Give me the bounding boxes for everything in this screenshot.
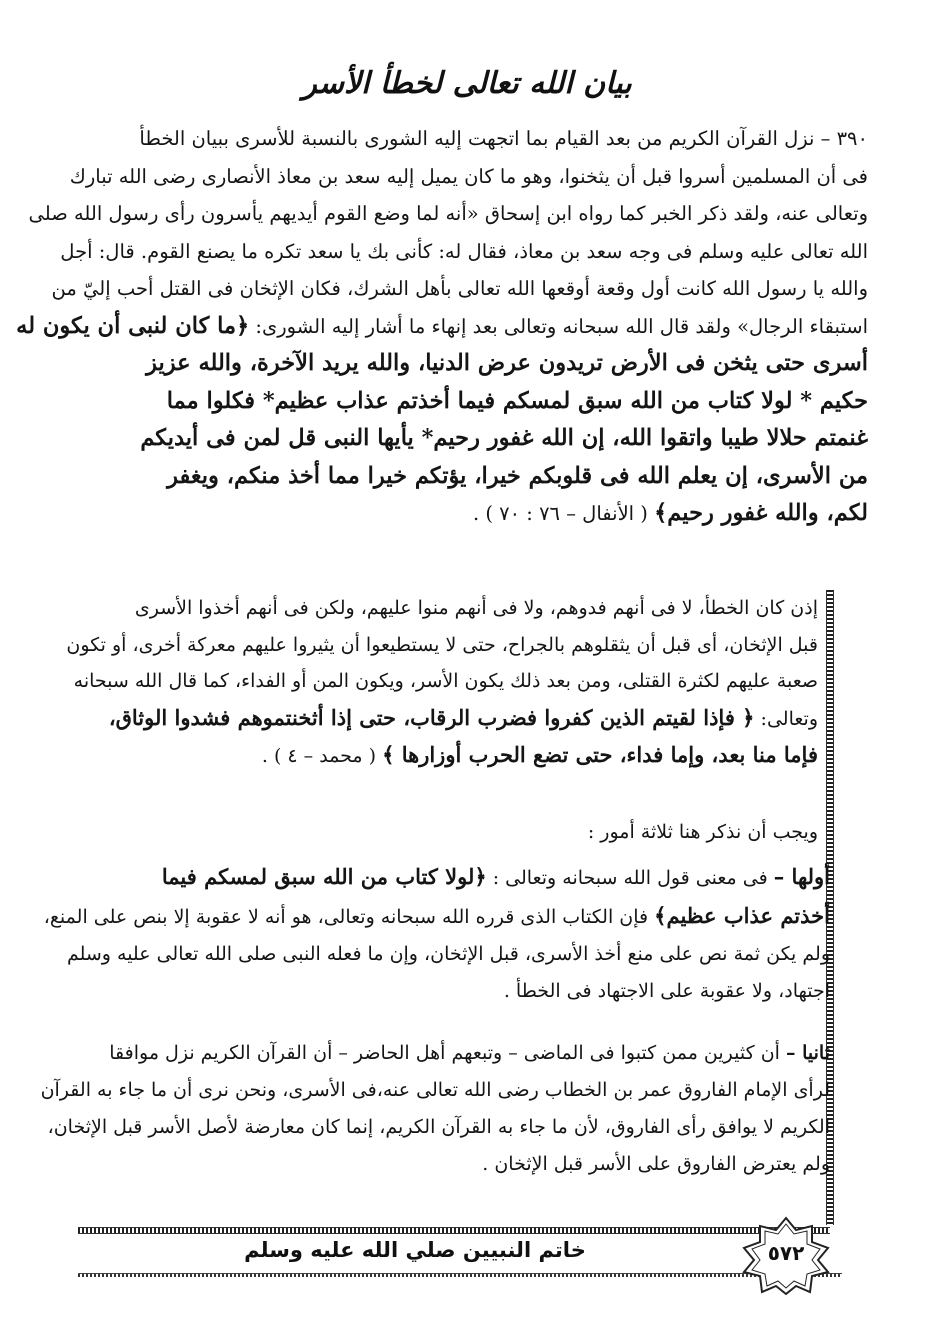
text-line — [16, 308, 868, 346]
text-line: الله تعالى عليه وسلم فى وجه سعد بن معاذ، فقال له: كأنى بك يا سعد تكره ما يصنع القوم. قال: أجل — [60, 239, 868, 263]
text-segment: أن كثيرين ممن كتبوا فى الماضى – وتبعهم أهل الحاضر – أن القرآن الكريم نزل موافقا — [109, 1042, 780, 1064]
text-line: والله يا رسول الله كانت أول وقعة أوقعها الله تعالى بأهل الشرك، فكان الإثخان فى القتل أحب إليّ من — [51, 277, 868, 300]
quran-quote: أخذتم عذاب عظيم﴾ — [654, 903, 830, 928]
paragraph-error-explanation — [66, 590, 818, 775]
text-line: قبل الإثخان، أى قبل أن يثقلوهم بالجراح، حتى لا يستطيعوا أن يثيروا عليهم معركة أخرى، أو تكون — [66, 633, 818, 656]
quran-line: غنمتم حلالا طيبا واتقوا الله، إن الله غفور رحيم* يأيها النبى قل لمن فى أيديكم — [140, 425, 868, 451]
footer-divider — [78, 1273, 842, 1277]
text-line — [80, 737, 818, 775]
text-line: ويجب أن نذكر هنا ثلاثة أمور : — [587, 821, 818, 843]
text-line: الكريم لا يوافق رأى الفاروق، لأن ما جاء به القرآن الكريم، إنما كان معارضة لأصل الأسر قبل الإثخان، — [47, 1116, 830, 1138]
page-number: ٥٧٢ — [767, 1241, 805, 1265]
quran-quote: ﴿لولا كتاب من الله سبق لمسكم فيما — [161, 864, 487, 889]
text-segment: فى معنى قول الله سبحانه وتعالى : — [492, 867, 768, 889]
text-line: ولم يعترض الفاروق على الأسر قبل الإثخان . — [482, 1153, 830, 1175]
section-lead: ثانيا – — [785, 1042, 830, 1064]
ornamental-horizontal-border — [78, 1227, 830, 1234]
quran-line — [68, 495, 868, 533]
quran-quote-start: ﴿ما كان لنبى أن يكون له — [16, 312, 250, 339]
text-segment: وتعالى: — [760, 707, 818, 730]
verse-reference: ( محمد – ٤ ) . — [261, 745, 377, 768]
quran-line: من الأسرى، إن يعلم الله فى قلوبكم خيرا، يؤتكم خيرا مما أخذ منكم، ويغفر — [167, 462, 868, 489]
text-line — [80, 700, 818, 738]
text-segment: فإن الكتاب الذى قرره الله سبحانه وتعالى، هو أنه لا عقوبة إلا بنص على المنع، — [43, 906, 649, 928]
text-line: لرأى الإمام الفاروق عمر بن الخطاب رضى الله تعالى عنه،فى الأسرى، ونحن نرى أن ما جاء به القرآن — [40, 1079, 830, 1101]
verse-reference: ( الأنفال – ٧٦ : ٧٠ ) . — [472, 502, 648, 525]
text-line: ولم يكن ثمة نص على منع أخذ الأسرى، قبل الإثخان، وإن ما فعله النبى صلى الله تعالى عليه وسلم — [66, 943, 830, 965]
text-line: صعبة عليهم لكثرة القتلى، ومن بعد ذلك يكون الأسر، ويكون المن أو الفداء، كما قال الله سبحانه — [73, 670, 818, 693]
text-line — [70, 858, 830, 897]
footer-book-title: خاتم النبيين صلي الله عليه وسلم — [244, 1238, 586, 1262]
paragraph-390 — [16, 120, 868, 533]
text-line: اجتهاد، ولا عقوبة على الاجتهاد فى الخطأ . — [503, 980, 830, 1002]
text-line: فى أن المسلمين أسروا قبل أن يثخنوا، وهو ما كان يميل إليه سعد بن معاذ الأنصارى رضى الله تبارك — [69, 164, 868, 188]
quran-line: حكيم * لولا كتاب من الله سبق لمسكم فيما أخذتم عذاب عظيم* فكلوا مما — [166, 387, 868, 414]
text-line: وتعالى عنه، ولقد ذكر الخبر كما رواه ابن إسحاق «أنه لما وضع القوم أيديهم يأسرون رأى رسول الله صلى — [28, 202, 868, 225]
text-line: إذن كان الخطأ، لا فى أنهم فدوهم، ولا فى أنهم منوا عليهم، ولكن فى أنهم أخذوا الأسرى — [134, 597, 818, 619]
quran-line: أسرى حتى يثخن فى الأرض تريدون عرض الدنيا، والله يريد الآخرة، والله عزيز — [146, 350, 868, 376]
section-lead: أولها – — [773, 864, 830, 889]
text-line — [43, 897, 830, 936]
quran-quote-end: لكم، والله غفور رحيم﴾ — [654, 500, 868, 526]
page-title: بيان الله تعالى لخطأ الأسر — [302, 66, 632, 101]
text-segment: استبقاء الرجال» ولقد قال الله سبحانه وتعالى بعد إنهاء ما أشار إليه الشورى: — [255, 314, 868, 338]
quran-quote: فإما منا بعد، وإما فداء، حتى تضع الحرب أوزارها ﴾ — [382, 742, 818, 768]
text-line: ٣٩٠ – نزل القرآن الكريم من بعد القيام بما اتجهت إليه الشورى بالنسبة للأسرى ببيان الخطأ — [139, 127, 868, 150]
paragraph-second-matter — [40, 1035, 830, 1183]
paragraph-three-matters — [80, 814, 818, 851]
paragraph-first-matter — [43, 858, 830, 1010]
text-line — [70, 1035, 830, 1072]
quran-quote: ﴿ فإذا لقيتم الذين كفروا فضرب الرقاب، حتى إذا أثخنتموهم فشدوا الوثاق، — [108, 704, 755, 730]
